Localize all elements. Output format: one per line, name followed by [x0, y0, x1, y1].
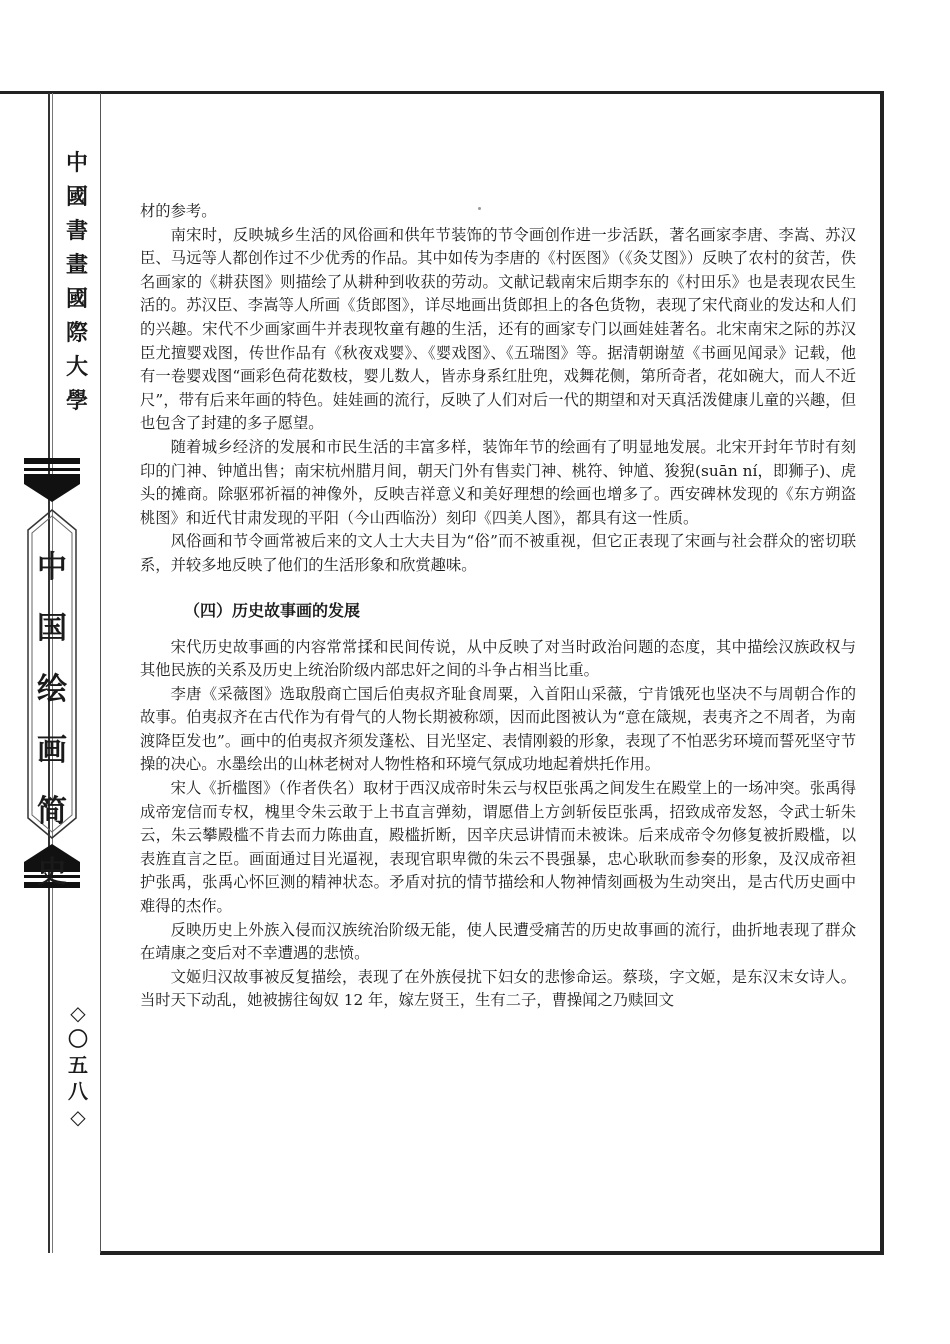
page-number-char: 〇	[68, 1027, 88, 1051]
page-number-char: 八	[68, 1079, 88, 1103]
page-number-char: 五	[68, 1053, 88, 1077]
university-char: 國	[65, 184, 88, 210]
paragraph: 材的参考。	[140, 202, 217, 220]
frame-top-border	[0, 91, 884, 94]
university-char: 大	[65, 354, 88, 380]
university-char: 中	[65, 150, 88, 176]
book-title-char: 史	[37, 855, 67, 890]
paragraph: 李唐《采薇图》选取殷商亡国后伯夷叔齐耻食周粟，入首阳山采薇，宁肯饿死也坚决不与周朝合作的故事。伯夷叔齐在古代作为有骨气的人物长期被称颂，因而此图被认为“意在箴规，表夷齐之不周者，为南渡降臣发也”。画中的伯夷叔齐须发蓬松、目光坚定、表情刚毅的形象，表现了不怕恶劣环境而誓死坚守节操的决心。水墨绘出的山林老树对人物性格和环境气氛成功地起着烘托作用。	[140, 684, 856, 774]
frame-inner-left-border	[100, 93, 101, 1253]
paragraph: 随着城乡经济的发展和市民生活的丰富多样，装饰年节的绘画有了明显地发展。北宋开封年节时有刻印的门神、钟馗出售；南宋杭州腊月间，朝天门外有售卖门神、桃符、钟馗、狻猊(suān ní，即狮子)、虎头的摊商。除驱邪祈福的神像外，反映吉祥意义和美好理想的绘画也增多了。西安碑林发现的《东方朔盗桃图》和近代甘肃发现的平阳（今山西临汾）刻印《四美人图》，都具有这一性质。	[140, 437, 856, 527]
book-title-char: 国	[37, 611, 67, 646]
frame-right-border	[880, 91, 884, 1255]
book-title-char: 画	[37, 733, 67, 768]
section-heading: （四）历史故事画的发展	[184, 600, 361, 620]
university-char: 畫	[65, 252, 88, 278]
page-number-char: ◇	[70, 1001, 86, 1025]
paragraph: 风俗画和节令画常被后来的文人士大夫目为“俗”而不被重视，但它正表现了宋画与社会群众的密切联系，并较多地反映了他们的生活形象和欣赏趣味。	[140, 532, 856, 574]
paragraph: 反映历史上外族入侵而汉族统治阶级无能，使人民遭受痛苦的历史故事画的流行，曲折地表现了群众在靖康之变后对不幸遭遇的悲愤。	[140, 920, 856, 963]
main-text	[140, 200, 856, 1013]
book-title-char: 中	[37, 550, 67, 585]
book-title-char: 简	[37, 794, 67, 829]
paragraph: 宋代历史故事画的内容常常揉和民间传说，从中反映了对当时政治问题的态度，其中描绘汉族政权与其他民族的关系及历史上统治阶级内部忠奸之间的斗争占相当比重。	[140, 637, 856, 680]
paragraph: 宋人《折槛图》（作者佚名）取材于西汉成帝时朱云与权臣张禹之间发生在殿堂上的一场冲突。张禹得成帝宠信而专权，槐里令朱云敢于上书直言弹劾，谓愿借上方剑斩佞臣张禹，招致成帝发怒，令武士斩朱云，朱云攀殿槛不肯去而力陈曲直，殿槛折断，因辛庆忌讲情而未被诛。后来成帝令勿修复被折殿槛，以表旌直言之臣。画面通过目光逼视，表现官职卑微的朱云不畏强暴，忠心耿耿而参奏的形象，及汉成帝袒护张禹，张禹心怀叵测的精神状态。矛盾对抗的情节描绘和人物神情刻画极为生动突出，是古代历史画中难得的杰作。	[140, 779, 856, 916]
university-char: 際	[65, 320, 88, 346]
university-name	[60, 146, 94, 418]
page-number	[62, 1000, 94, 1130]
book-title-char: 绘	[37, 672, 67, 707]
page-number-char: ◇	[70, 1105, 86, 1129]
frame-bottom-border	[100, 1251, 884, 1255]
paragraph: 南宋时，反映城乡生活的风俗画和供年节装饰的节令画创作进一步活跃，著名画家李唐、李嵩、苏汉臣、马远等人都创作过不少优秀的作品。其中如传为李唐的《村医图》（《灸艾图》）反映了农村的贫苦，佚名画家的《耕获图》则描绘了从耕种到收获的劳动。文献记载南宋后期李东的《村田乐》也是表现农民生活的。苏汉臣、李嵩等人所画《货郎图》，详尽地画出货郎担上的各色货物，表现了宋代商业的发达和人们的兴趣。宋代不少画家画牛并表现牧童有趣的生活，还有的画家专门以画娃娃著名。北宋南宋之际的苏汉臣尤擅婴戏图，传世作品有《秋夜戏婴》、《婴戏图》、《五瑞图》等。据清朝谢堃《书画见闻录》记载，他有一卷婴戏图“画彩色荷花数枝，婴儿数人，皆赤身系红肚兜，戏舞花侧，第所奇者，花如碗大，而人不近尺”，带有后来年画的特色。娃娃画的流行，反映了人们对后一代的期望和对天真活泼健康儿童的兴趣，但也包含了封建的多子愿望。	[140, 225, 856, 433]
university-char: 國	[65, 286, 88, 312]
book-title	[21, 537, 83, 903]
university-char: 學	[65, 388, 88, 414]
university-char: 書	[65, 218, 88, 244]
paragraph: 文姬归汉故事被反复描绘，表现了在外族侵扰下妇女的悲惨命运。蔡琰，字文姬，是东汉末女诗人。当时天下动乱，她被掳往匈奴 12 年，嫁左贤王，生有二子，曹操闻之乃赎回文	[140, 967, 856, 1010]
